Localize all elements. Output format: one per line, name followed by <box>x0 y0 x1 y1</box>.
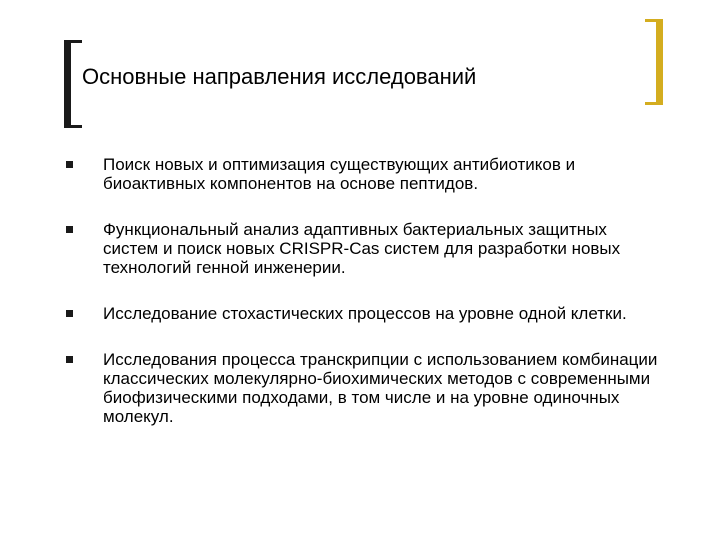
bullet-text: Поиск новых и оптимизация существующих антибиотиков и биоактивных компонентов на основе пептидов. <box>103 155 576 193</box>
left-bracket-bottom-decoration <box>64 125 82 128</box>
bullet-text: Исследование стохастических процессов на уровне одной клетки. <box>103 304 627 323</box>
left-bracket-top-decoration <box>64 40 82 43</box>
bullet-list <box>66 155 666 453</box>
bullet-item <box>66 220 666 277</box>
bullet-item <box>66 155 666 193</box>
slide-title: Основные направления исследований <box>82 64 477 89</box>
right-bracket-top-decoration <box>645 19 663 22</box>
square-bullet-icon <box>66 161 73 168</box>
square-bullet-icon <box>66 310 73 317</box>
square-bullet-icon <box>66 356 73 363</box>
square-bullet-icon <box>66 226 73 233</box>
bullet-text: Исследования процесса транскрипции с использованием комбинации классических молекулярно-биохимических методов с современными биофизическими подходами, в том числе и на уровне одиночных молекул. <box>103 350 658 426</box>
bullet-text: Функциональный анализ адаптивных бактериальных защитных систем и поиск новых CRISPR-Cas систем для разработки новых технологий генной инженерии. <box>103 220 621 277</box>
right-bracket-bottom-decoration <box>645 102 663 105</box>
bullet-item <box>66 304 666 323</box>
bullet-item <box>66 350 666 426</box>
left-bracket-decoration <box>64 40 71 128</box>
right-bracket-decoration <box>656 19 663 105</box>
